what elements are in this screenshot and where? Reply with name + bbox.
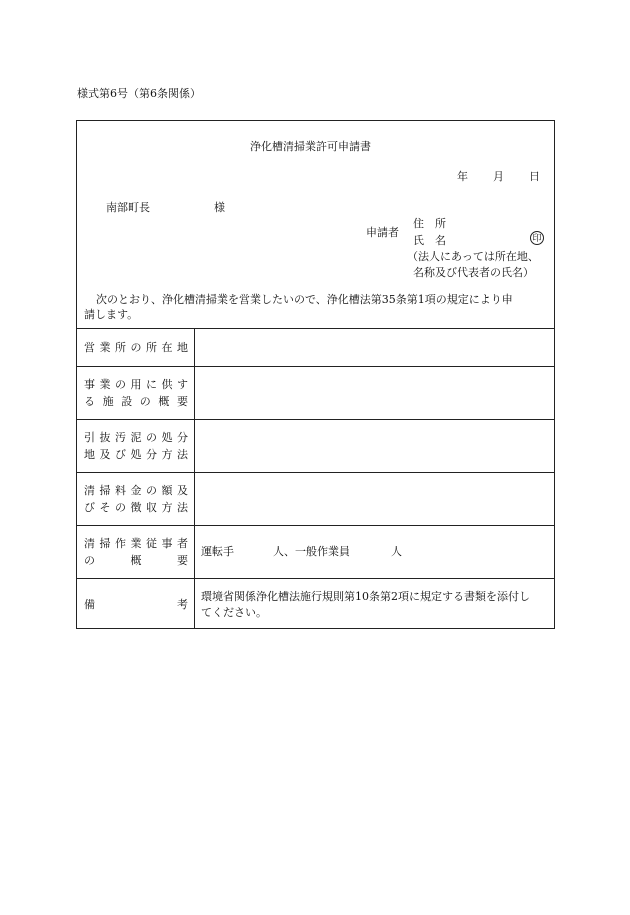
date-day: 日	[529, 170, 540, 183]
row-label-office-location: 営業所の所在地	[84, 341, 188, 354]
row-label-cleaning-fee-line1: 清掃料金の額及	[84, 484, 188, 497]
table-column-divider	[194, 328, 195, 628]
intro-text-line2: 請します。	[84, 308, 139, 321]
form-number: 様式第6号（第6条関係）	[77, 87, 201, 100]
date-year: 年	[457, 170, 468, 183]
table-divider	[77, 472, 554, 473]
row-label-sludge-disposal-line1: 引抜汚泥の処分	[84, 431, 188, 444]
row-label-workers-line1: 清掃作業従事者	[84, 537, 188, 550]
seal-icon: 印	[530, 231, 544, 245]
applicant-name-label: 氏 名	[413, 234, 446, 247]
remarks-text-line1: 環境省関係浄化槽法施行規則第10条第2項に規定する書類を添付し	[201, 590, 530, 603]
table-divider	[77, 578, 554, 579]
application-form	[76, 120, 555, 629]
workers-general-label: 人、一般作業員	[273, 545, 350, 558]
form-title: 浄化槽清掃業許可申請書	[250, 140, 371, 153]
table-divider	[77, 419, 554, 420]
row-label-facilities-line2: る施設の概要	[84, 395, 188, 408]
applicant-label: 申請者	[366, 226, 399, 239]
table-divider	[77, 366, 554, 367]
row-label-cleaning-fee-line2: びその徴収方法	[84, 501, 188, 514]
row-label-remarks: 備 考	[84, 598, 188, 611]
row-label-sludge-disposal-line2: 地及び処分方法	[84, 448, 188, 461]
table-divider	[77, 328, 554, 329]
intro-text-line1: 次のとおり、浄化槽清掃業を営業したいので、浄化槽法第35条第1項の規定により申	[96, 293, 513, 306]
workers-driver-label: 運転手	[201, 545, 234, 558]
addressee-name: 南部町長	[106, 201, 150, 214]
table-divider	[77, 525, 554, 526]
applicant-address-label: 住 所	[413, 217, 446, 230]
applicant-note-line2: 名称及び代表者の氏名）	[413, 266, 534, 279]
date-month: 月	[493, 170, 504, 183]
applicant-note-line1: （法人にあっては所在地、	[407, 250, 539, 263]
workers-unit-label: 人	[391, 545, 402, 558]
row-label-facilities-line1: 事業の用に供す	[84, 378, 188, 391]
addressee-honorific: 様	[214, 201, 225, 214]
remarks-text-line2: てください。	[201, 606, 267, 619]
row-label-workers-line2: の 概 要	[84, 554, 188, 567]
